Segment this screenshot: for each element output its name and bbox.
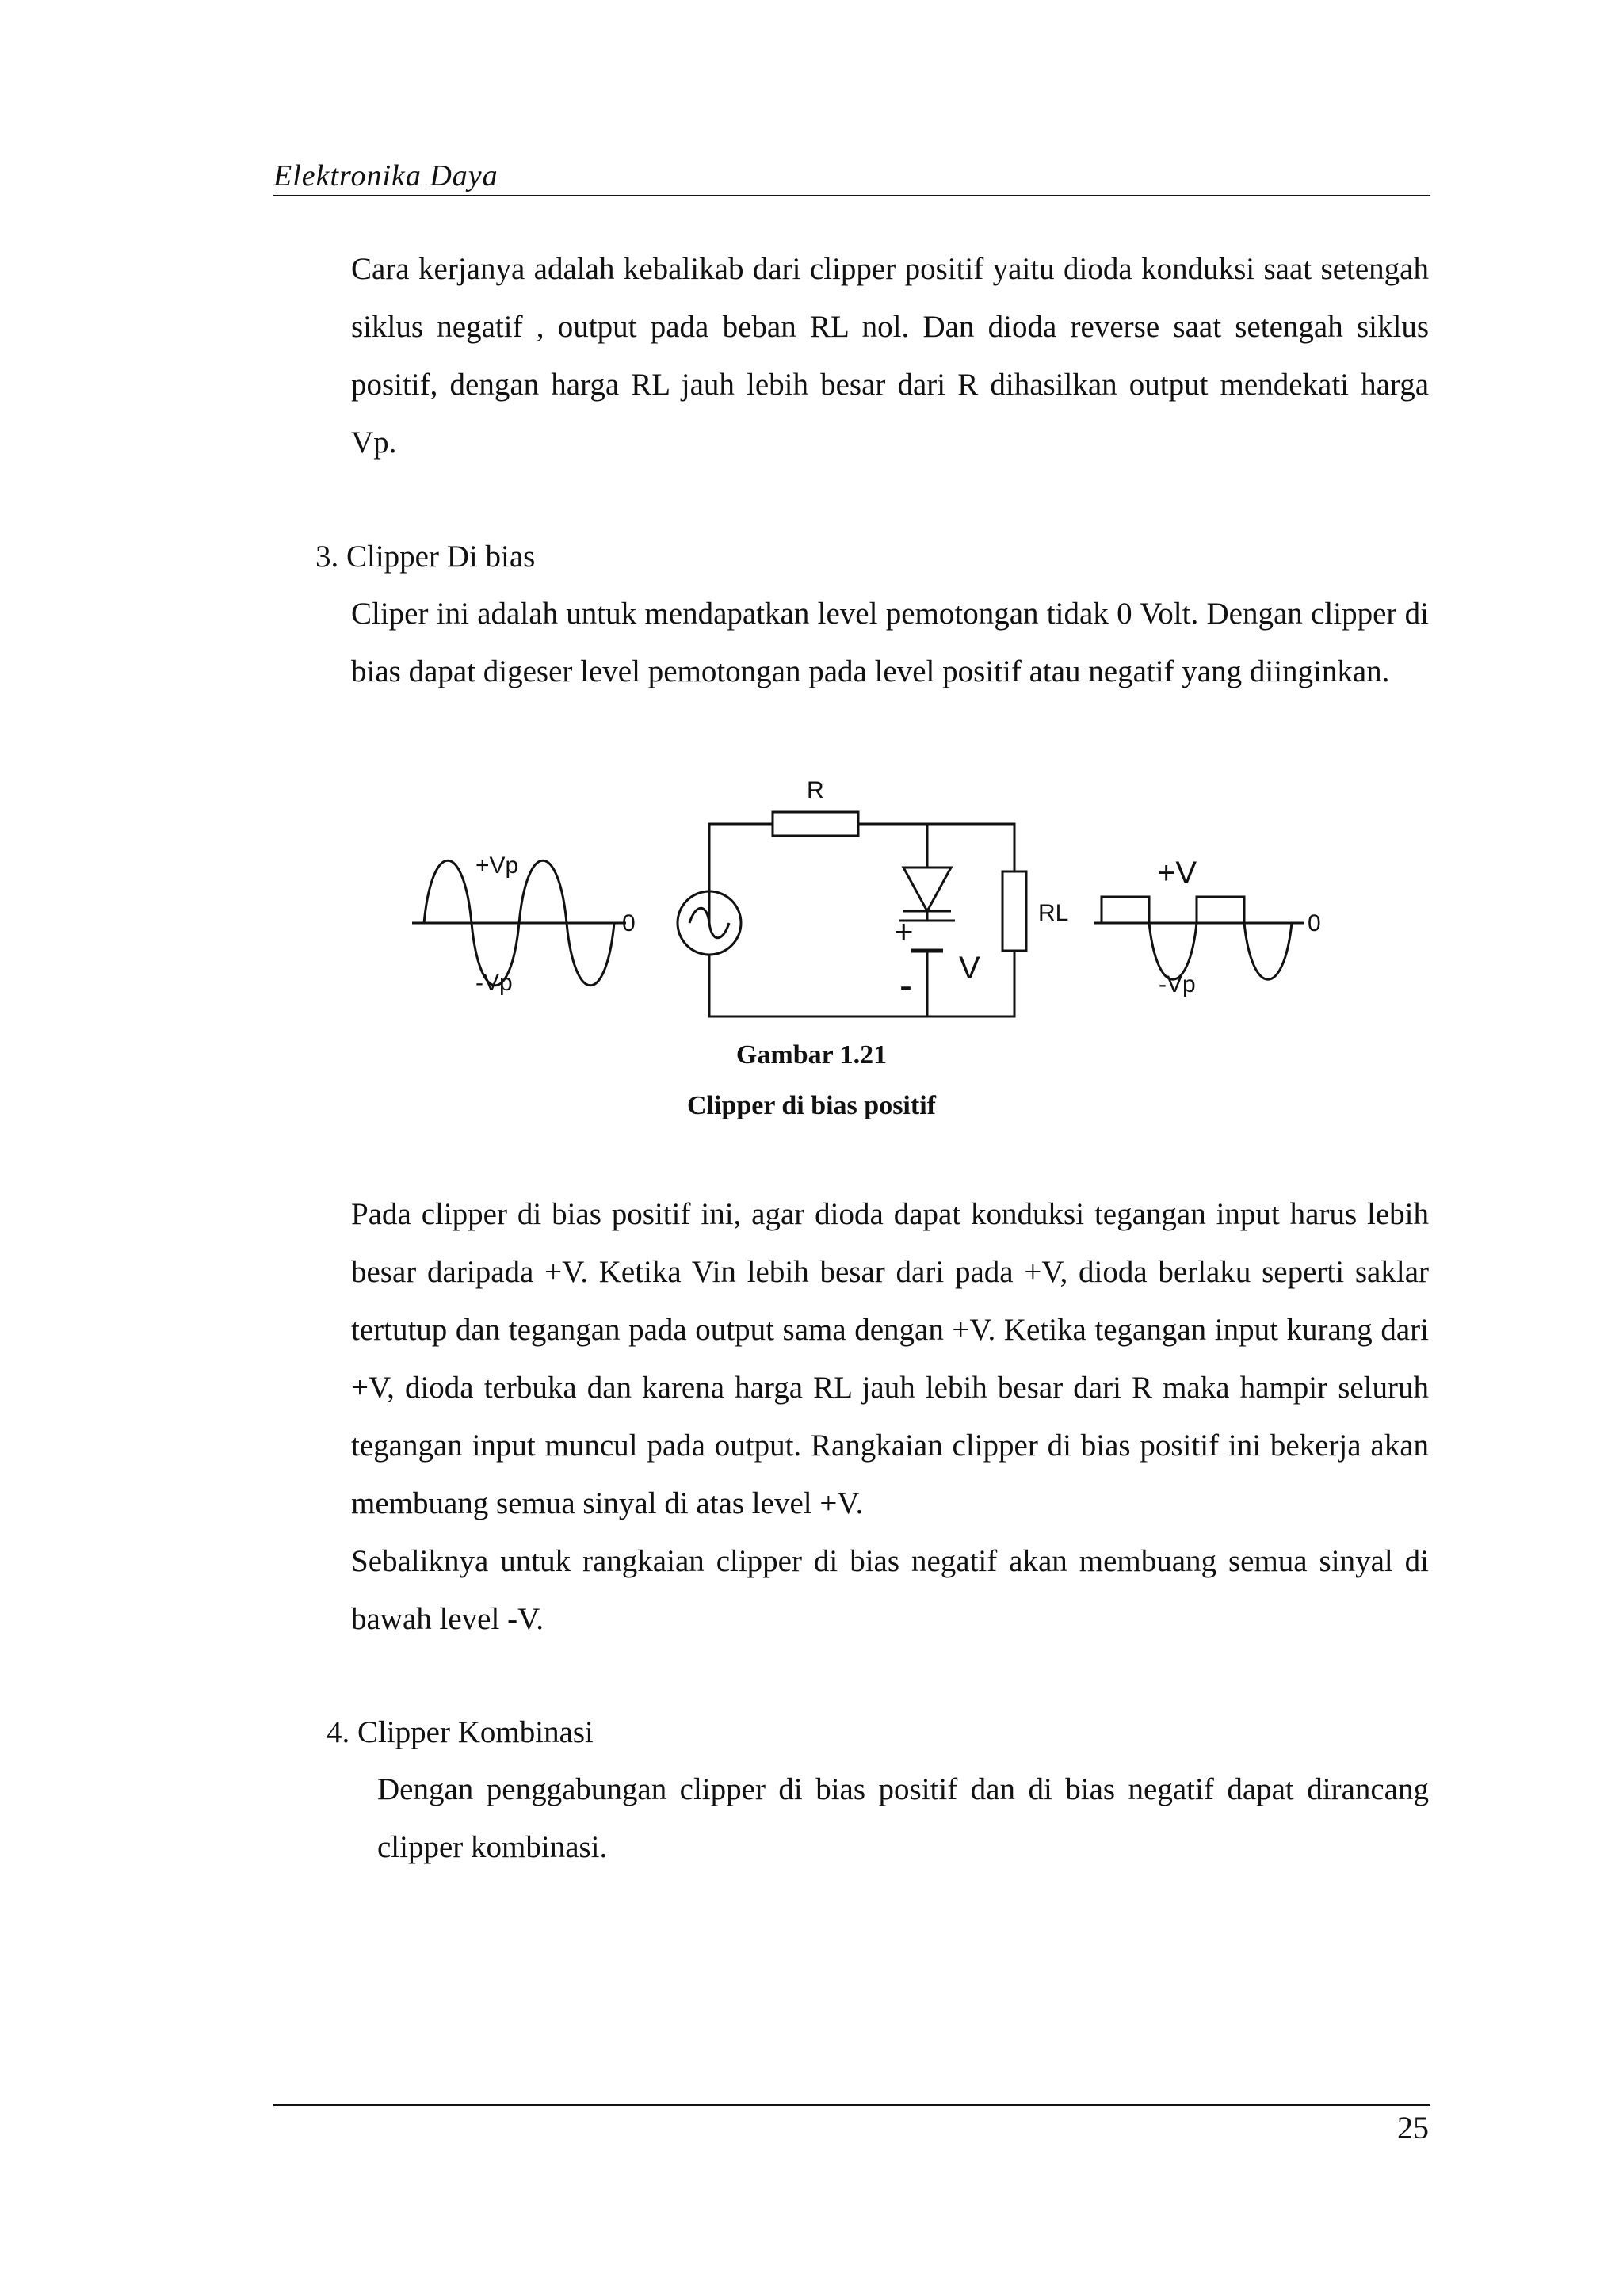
- input-peak-pos-label: +Vp: [475, 852, 519, 879]
- section-3-heading: 3. Clipper Di bias: [315, 540, 536, 574]
- battery-v-label: V: [959, 951, 980, 986]
- running-header: Elektronika Daya: [273, 159, 498, 193]
- battery-minus-label: -: [899, 965, 912, 1007]
- resistor-r-label: R: [807, 777, 824, 803]
- section-4-heading: 4. Clipper Kombinasi: [327, 1715, 594, 1749]
- explanation-paragraph-1: Pada clipper di bias positif ini, agar dioda dapat konduksi tegangan input harus lebih besar daripada +V. Ketika Vin lebih besar dari pada +V, dioda berlaku seperti saklar tertutup dan tegangan pada output sama dengan +V. Ketika tegangan input kurang dari +V, dioda terbuka dan karena harga RL jauh lebih besar dari R maka hampir seluruh tegangan input muncul pada output. Rangkaian clipper di bias positif ini bekerja akan membuang semua sinyal di atas level +V.: [351, 1197, 1429, 1520]
- explanation-paragraph-2: Sebaliknya untuk rangkaian clipper di bias negatif akan membuang semua sinyal di bawah level -V.: [351, 1544, 1429, 1636]
- output-peak-neg-label: -Vp: [1159, 971, 1196, 997]
- resistor-rl-label: RL: [1038, 900, 1069, 926]
- output-zero-label: 0: [1308, 910, 1321, 936]
- input-peak-neg-label: -Vp: [475, 970, 513, 996]
- output-level-label: +V: [1157, 856, 1197, 891]
- battery-plus-label: +: [894, 913, 914, 950]
- wire-source-top: [709, 824, 773, 923]
- resistor-rl-symbol: [1002, 871, 1026, 951]
- output-clipped-wave: [1102, 897, 1292, 979]
- circuit-diagram: [396, 761, 1347, 1030]
- resistor-r-symbol: [773, 812, 858, 836]
- footer-rule: [273, 2104, 1430, 2106]
- wire-top-right: [858, 824, 1014, 871]
- clipper-circuit-figure: [396, 761, 1347, 1030]
- page-number: 25: [1397, 2110, 1429, 2145]
- figure-number: Gambar 1.21: [735, 1040, 888, 1070]
- figure-title: Clipper di bias positif: [687, 1091, 936, 1120]
- input-zero-label: 0: [622, 910, 636, 936]
- intro-paragraph: Cara kerjanya adalah kebalikab dari clipper positif yaitu dioda konduksi saat setengah siklus negatif , output pada beban RL nol. Dan dioda reverse saat setengah siklus positif, dengan harga RL jauh lebih besar dari R dihasilkan output mendekati harga Vp.: [351, 252, 1429, 460]
- diode-symbol: [903, 868, 951, 911]
- section-3-paragraph: Cliper ini adalah untuk mendapatkan level pemotongan tidak 0 Volt. Dengan clipper di bias dapat digeser level pemotongan pada level positif atau negatif yang diinginkan.: [351, 597, 1429, 688]
- section-4-paragraph: Dengan penggabungan clipper di bias positif dan di bias negatif dapat dirancang clipper kombinasi.: [377, 1772, 1429, 1864]
- header-rule: [273, 195, 1430, 196]
